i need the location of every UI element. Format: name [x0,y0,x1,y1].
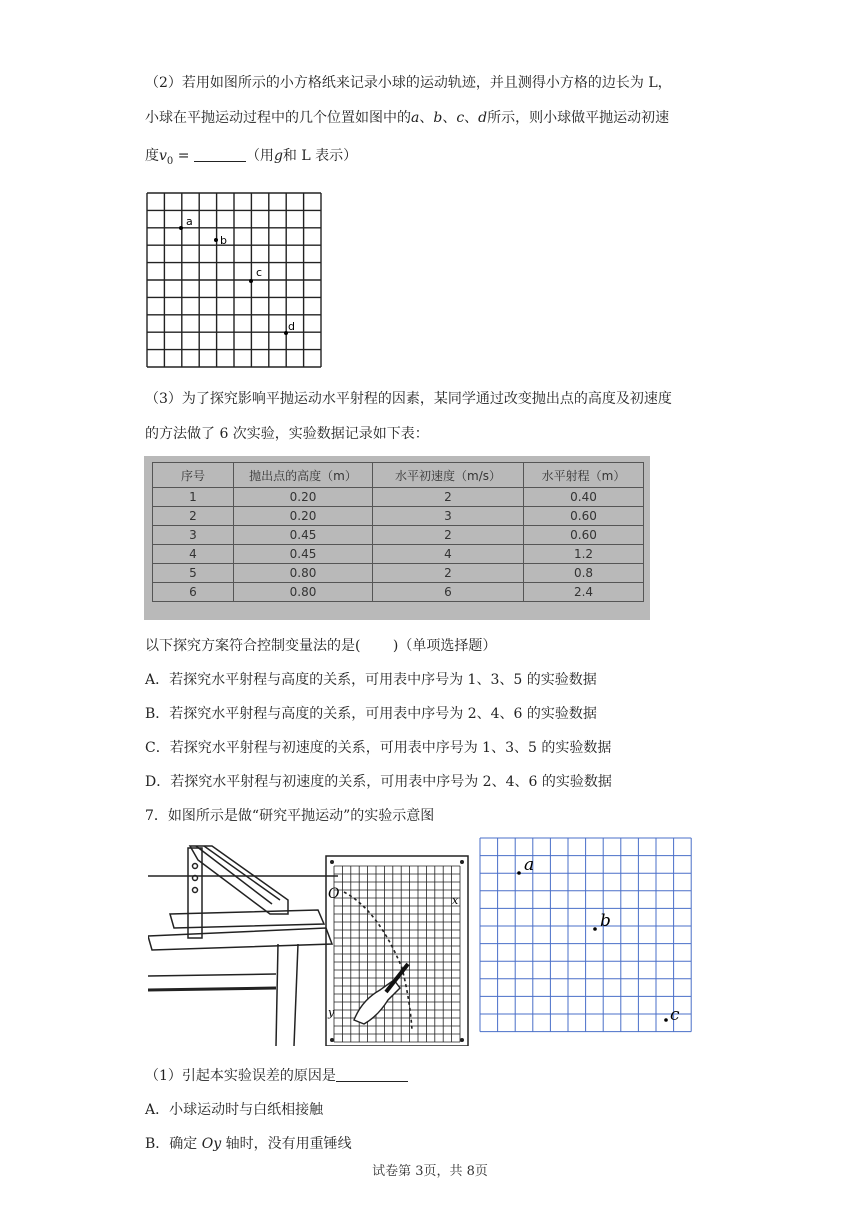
col-header: 水平初速度（m/s） [373,463,524,488]
label-b: b [600,911,611,931]
q7-title: 7．如图所示是做“研究平抛运动”的实验示意图 [145,808,435,824]
q7-option-b: B．确定 Oy 轴时，没有用重锤线 [145,1136,352,1152]
q3-option-c: C．若探究水平射程与初速度的关系，可用表中序号为 1、3、5 的实验数据 [145,740,612,756]
q3-line1: （3）为了探究影响平抛运动水平射程的因素，某同学通过改变抛出点的高度及初速度 [145,391,672,407]
q7-option-a: A．小球运动时与白纸相接触 [145,1102,324,1118]
answer-blank-v0[interactable] [194,147,246,162]
table-cell: 1.2 [524,545,644,564]
col-header: 抛出点的高度（m） [234,463,373,488]
apparatus-figure [148,840,470,1046]
table-cell: 4 [373,545,524,564]
q3-option-d: D．若探究水平射程与初速度的关系，可用表中序号为 2、4、6 的实验数据 [145,774,612,790]
label-c: c [256,266,263,279]
table-cell: 0.80 [234,583,373,602]
table-row [153,545,644,564]
data-table [152,462,644,602]
data-table-photo [144,456,650,620]
label-c: c [670,1005,680,1025]
q2-line2: 小球在平抛运动过程中的几个位置如图中的a、b、c、d所示，则小球做平抛运动初速 [145,110,670,126]
label-x-axis: x [452,894,459,907]
table-cell: 0.20 [234,507,373,526]
q7-sub1: （1）引起本实验误差的原因是 [145,1066,408,1086]
label-origin: O [328,886,340,902]
table-row [153,564,644,583]
table-row [153,488,644,507]
table-cell: 3 [153,526,234,545]
table-cell: 6 [373,583,524,602]
table-cell: 0.20 [234,488,373,507]
table-cell: 2 [373,526,524,545]
label-b: b [220,234,227,247]
table-cell: 2.4 [524,583,644,602]
table-cell: 5 [153,564,234,583]
label-a: a [524,855,535,875]
point-c [249,279,253,283]
point-b [214,238,218,242]
table-cell: 0.40 [524,488,644,507]
label-y-axis: y [328,1006,335,1019]
table-cell: 0.60 [524,507,644,526]
table-row [153,583,644,602]
q3-option-b: B．若探究水平射程与高度的关系，可用表中序号为 2、4、6 的实验数据 [145,706,597,722]
col-header: 水平射程（m） [524,463,644,488]
table-cell: 6 [153,583,234,602]
answer-blank-error[interactable] [336,1067,408,1082]
label-a: a [186,215,193,228]
table-cell: 4 [153,545,234,564]
point-a [517,871,521,875]
table-cell: 0.60 [524,526,644,545]
grid-figure-abcd [146,192,324,370]
table-cell: 0.45 [234,545,373,564]
q2-line1: （2）若用如图所示的小方格纸来记录小球的运动轨迹，并且测得小方格的边长为 L， [145,75,672,91]
label-d: d [288,320,295,333]
table-cell: 2 [153,507,234,526]
table-cell: 2 [373,564,524,583]
table-cell: 3 [373,507,524,526]
table-cell: 0.8 [524,564,644,583]
grid-figure-abc [478,836,694,1036]
table-row [153,507,644,526]
point-a [179,226,183,230]
point-b [593,927,597,931]
table-cell: 0.80 [234,564,373,583]
table-cell: 0.45 [234,526,373,545]
page-footer: 试卷第 3页，共 8页 [372,1164,488,1179]
q2-line3: 度$v_0$ = （用g和 L 表示） [145,148,358,167]
q3-line2: 的方法做了 6 次实验，实验数据记录如下表： [145,426,429,442]
col-header: 序号 [153,463,234,488]
table-cell: 2 [373,488,524,507]
table-row [153,526,644,545]
q3-prompt: 以下探究方案符合控制变量法的是( )（单项选择题） [145,638,497,654]
q3-option-a: A．若探究水平射程与高度的关系，可用表中序号为 1、3、5 的实验数据 [145,672,597,688]
point-c [664,1018,668,1022]
table-cell: 1 [153,488,234,507]
